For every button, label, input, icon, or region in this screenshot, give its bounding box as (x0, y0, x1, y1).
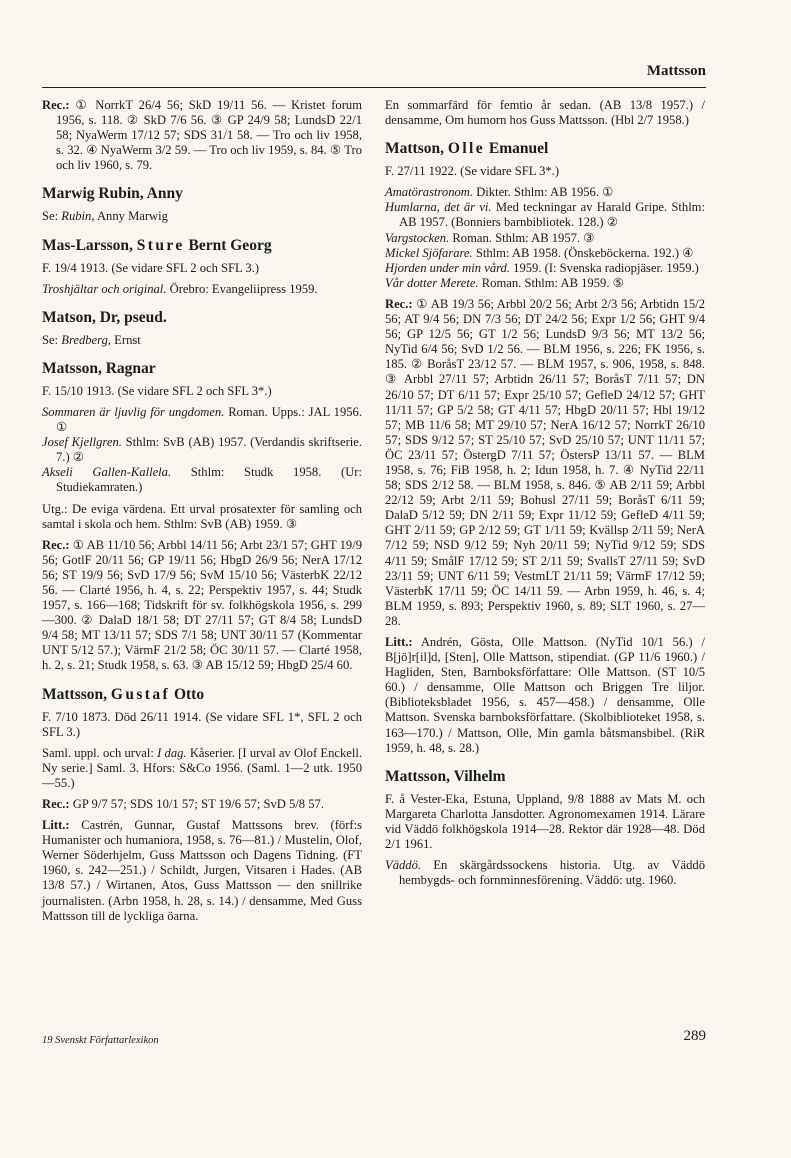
rec-text: GP 9/7 57; SDS 10/1 57; ST 19/6 57; SvD 5/8 57. (69, 797, 324, 811)
work-details: Sthlm: AB 1958. (Önskeböckerna. 192.) ④ (472, 245, 694, 260)
work-title: Humlarna, det är vi. (385, 200, 492, 215)
work-item (42, 282, 362, 297)
saml-label: Saml. uppl. och urval: (42, 745, 158, 760)
title-part: Mas-Larsson, (42, 236, 137, 254)
entry-title-ragnar: Matsson, Ragnar (42, 359, 156, 377)
rec-label: Rec.: (42, 537, 70, 552)
review-paragraph (42, 98, 362, 173)
work-details: Kåserier. [I urval av Olof Enckell. Ny serie.] Saml. 3. Hfors: S&Co 1956. (Saml. 1—2 utk. 1950—55.) (42, 745, 362, 790)
work-item (42, 465, 362, 495)
work-details: Roman. Upps.: JAL 1956. ① (56, 404, 363, 435)
rec-text: ① AB 11/10 56; Arbbl 14/11 56; Arbt 23/1 57; GHT 19/9 56; GotlF 20/11 56; GP 19/11 56; HbgD 26/9 56; NerA 17/12 56; ST 19/9 56; SvD 17/9 56; SvM 15/10 56; VästerbK 22/12 56. — Clarté 1956, h. 4, s. 22; Perspektiv 1957, s. 44; Studk 1957, s. 166—168; Tidskrift för sv. folkhögskola 1956, s. 299—300. ② DalaD 18/1 58; DT 27/11 57; GT 8/4 58; LundsD 9/4 58; MT 13/11 57; SDS 7/1 58; UNT 30/11 57 (Kommentar UNT 5/12 57.); VärmF 21/2 58; ÖC 30/11 57. — Clarté 1958, h. 2, s. 21; Studk 1958, s. 63. ③ AB 15/12 59; HbgD 25/4 60. (42, 537, 362, 673)
work-item (385, 276, 705, 291)
work-details: Sthlm: Studk 1958. (Ur: Studiekamraten.) (56, 465, 362, 495)
work-title: Mickel Sjöfarare. (385, 245, 473, 260)
work-title: I dag. (157, 745, 187, 760)
literature-continued: En sommarfärd för femtio år sedan. (AB 13/8 1957.) / densamme, Om humorn hos Guss Mattsson. (Hbl 2/7 1958.) (385, 98, 705, 128)
work-item (385, 858, 705, 888)
right-column (385, 98, 705, 894)
entry-title-olle (385, 140, 705, 158)
work-title: Vår dotter Merete. (385, 275, 479, 290)
rec-label: Rec.: (385, 296, 413, 311)
ref-name: Bredberg, (61, 332, 112, 347)
birth-line: F. 15/10 1913. (Se vidare SFL 2 och SFL 3*.) (42, 383, 272, 398)
work-details: Dikter. Sthlm: AB 1956. ① (473, 185, 614, 200)
work-title: Akseli Gallen-Kallela. (42, 465, 172, 480)
work-title: Troshjältar och original. (42, 281, 167, 296)
work-details: Med teckningar av Harald Gripe. Sthlm: AB 1957. (Bonniers barnbibliotek. 128.) ② (399, 200, 705, 230)
title-part: Mattsson, (42, 685, 111, 703)
edition-paragraph: Utg.: De eviga värdena. Ett urval prosatexter för samling och samtal i skola och hem. Sthlm: SvB (AB) 1959. ③ (42, 501, 362, 531)
work-details: Roman. Sthlm: AB 1957. ③ (449, 230, 595, 245)
work-details: En skärgårdssockens historia. Utg. av Väddö hembygds- och fornminnesförening. Väddö: utg. 1960. (399, 858, 705, 888)
litt-label: Litt.: (385, 635, 413, 649)
entry-title-gustaf (42, 686, 362, 704)
litt-text: Castrén, Gunnar, Gustaf Mattssons brev. (förf:s Humanister och humaniora, 1958, s. 76—81.) / Mustelin, Olof, Werner Söderhjelm, Guss Mattsson och Dagens Tidning. (FT 1960, s. 242—251.) / Schildt, Jurgen, Vitsaren i Hades. (AB 13/8 57.) / Wirtanen, Atos, Guss Mattsson — den snillrike journalisten. (Arbn 1958, h. 28, s. 14.) / densamme, Med Guss Mattsson till de lyckliga öarna. (42, 818, 362, 923)
litt-text: Andrén, Gösta, Olle Mattson. (NyTid 10/1 56.) / B[jö]r[il]d, [Sten], Olle Mattson, stipendiat. (GP 11/6 1960.) / Hagliden, Sten, Barnboksförfattare: Olle Mattson. (ST 10/5 60.) / densamme, Olle Mattson och Briggen Tre liljor. (Biblioteksbladet 1956, s. 457—458.) / densamme, Olle Mattson. Svenska barnboksförfattare. (Skolbiblioteket 1958, s. 163—170.) / Mattson, Olle, Min gamla båtsmansbibel. (RiR 1959, h. 48, s. 28.) (385, 635, 705, 755)
work-details: Sthlm: SvB (AB) 1957. (Verdandis skriftserie. 7.) ② (56, 435, 362, 465)
work-item (385, 200, 705, 230)
printer-signature: 19 Svenskt Författarlexikon (42, 1035, 159, 1046)
birth-line: F. 7/10 1873. Död 26/11 1914. (Se vidare SFL 1*, SFL 2 och SFL 3.) (42, 709, 362, 739)
birth-line: F. 19/4 1913. (Se vidare SFL 2 och SFL 3.) (42, 260, 260, 275)
rec-label: Rec.: (42, 98, 70, 112)
cross-reference (42, 209, 362, 224)
work-item (385, 246, 705, 261)
work-item (385, 185, 705, 200)
title-part: Bernt Georg (184, 236, 272, 254)
literature-paragraph (42, 818, 362, 924)
work-details: Örebro: Evangeliipress 1959. (166, 281, 318, 296)
collected-edition (42, 746, 362, 791)
ref-rest: Anny Marwig (94, 209, 168, 224)
biography-paragraph: F. å Vester-Eka, Estuna, Uppland, 9/8 1888 av Mats M. och Margareta Charlotta Jansdotter. Agronomexamen 1914. Lärare vid Väddö folkhögskola 1914—28. Rektor där 1928—48. Död 2/1 1961. (385, 791, 705, 852)
title-part: Emanuel (485, 140, 549, 158)
work-item (42, 405, 362, 435)
page-number: 289 (683, 1028, 706, 1044)
title-part: Mattson, (385, 140, 448, 158)
running-head: Mattsson (646, 63, 706, 79)
title-part: Otto (170, 685, 205, 703)
work-details: 1959. (I: Svenska radiopjäser. 1959.) (510, 260, 699, 275)
work-title: Vargstocken. (385, 230, 450, 245)
entry-title-mas-larsson (42, 237, 362, 255)
title-spaced-name: Gustaf (110, 685, 171, 703)
header-rule (42, 87, 706, 88)
work-details: Roman. Sthlm: AB 1959. ⑤ (478, 275, 624, 290)
left-column (42, 98, 362, 930)
entry-title-matson: Matson, Dr, pseud. (42, 308, 167, 326)
rec-text: ① AB 19/3 56; Arbbl 20/2 56; Arbt 2/3 56; Arbtidn 15/2 56; AT 9/4 56; DN 7/3 56; DT 24/2 56; Expr 1/2 56; GHT 9/4 56; GP 12/5 56; GT 1/2 56; LundsD 9/3 56; MT 13/2 56; NyTid 6/4 56; SvD 1/2 56. — BLM 1956, s. 226; FK 1956, s. 185. ② BoråsT 23/12 57. — BLM 1957, s. 906, 1958, s. 848. ③ Arbbl 27/11 57; Arbtidn 26/11 57; BoråsT 7/11 57; DN 26/10 57; DT 6/11 57; Expr 25/10 57; GefleD 24/12 57; GHT 11/11 57; GP 5/2 58; GT 4/11 57; HbgD 20/11 57; Hbl 19/12 57; MB 11/6 58; MT 29/10 57; NerA 16/12 57; NorrkT 26/10 57; SDS 9/12 57; ST 25/10 57; SvD 25/10 57; UNT 11/11 57; ÖC 23/11 57; ÖstergD 7/11 57; ÖstersP 13/11 57. — BLM 1958, s. 76; FiB 1958, h. 2; Idun 1958, h. 7. ④ NyTid 22/11 58; SDS 2/12 58. — BLM 1958, s. 846. ⑤ AB 2/11 59; Arbbl 22/12 59; Arbt 2/11 59; Bohusl 27/11 59; BoråsT 6/11 59; DalaD 5/12 59; DN 2/11 59; Expr 11/12 59; GefleD 4/11 59; GHT 2/11 59; GP 2/12 59; GT 1/11 59; Kvällsp 2/11 59; NerA 7/12 59; NSD 9/12 59; Nyh 20/11 59; NyTid 9/12 59; SDS 4/11 59; SmålF 17/12 59; ST 2/11 59; SvallsT 27/11 59; SvD 23/11 59; UNT 6/11 59; VestmLT 21/11 59; VärmF 17/12 59; VästerbK 17/11 59; ÖC 14/11 59. — Arbn 1959, h. 46, s. 4; BLM 1959, s. 893; Perspektiv 1960, s. 89; SLT 1960, s. 27—28. (385, 296, 705, 628)
se-label: Se: (42, 332, 62, 347)
entry-title-marwig: Marwig Rubin, Anny (42, 185, 183, 203)
litt-label: Litt.: (42, 818, 70, 833)
work-title: Väddö. (385, 858, 422, 873)
review-paragraph (385, 297, 705, 629)
work-item (385, 231, 705, 246)
work-title: Josef Kjellgren. (42, 435, 122, 450)
work-item (42, 435, 362, 465)
title-spaced-name: Olle (447, 140, 486, 158)
work-title: Amatörastronom. (385, 185, 474, 200)
review-paragraph (42, 797, 362, 812)
rec-text: ① NorrkT 26/4 56; SkD 19/11 56. — Kristet forum 1956, s. 118. ② SkD 7/6 56. ③ GP 24/9 58; LundsD 22/1 58; NyaWerm 17/12 57; SDS 31/1 58. — Tro och liv 1958, s. 32. ④ NyaWerm 3/2 59. — Tro och liv 1959, s. 84. ⑤ Tro och liv 1960, s. 79. (56, 98, 362, 173)
work-title: Hjorden under min vård. (385, 260, 510, 275)
title-spaced-name: Sture (136, 236, 185, 254)
cross-reference (42, 333, 362, 348)
work-title: Sommaren är ljuvlig för ungdomen. (42, 404, 225, 419)
work-item (385, 261, 705, 276)
ref-rest: Ernst (111, 332, 141, 347)
se-label: Se: (42, 209, 62, 224)
literature-paragraph (385, 635, 705, 756)
review-paragraph (42, 538, 362, 674)
ref-name: Rubin, (61, 209, 95, 224)
birth-line: F. 27/11 1922. (Se vidare SFL 3*.) (385, 164, 560, 179)
rec-label: Rec.: (42, 797, 70, 811)
entry-title-vilhelm: Mattsson, Vilhelm (385, 767, 506, 785)
